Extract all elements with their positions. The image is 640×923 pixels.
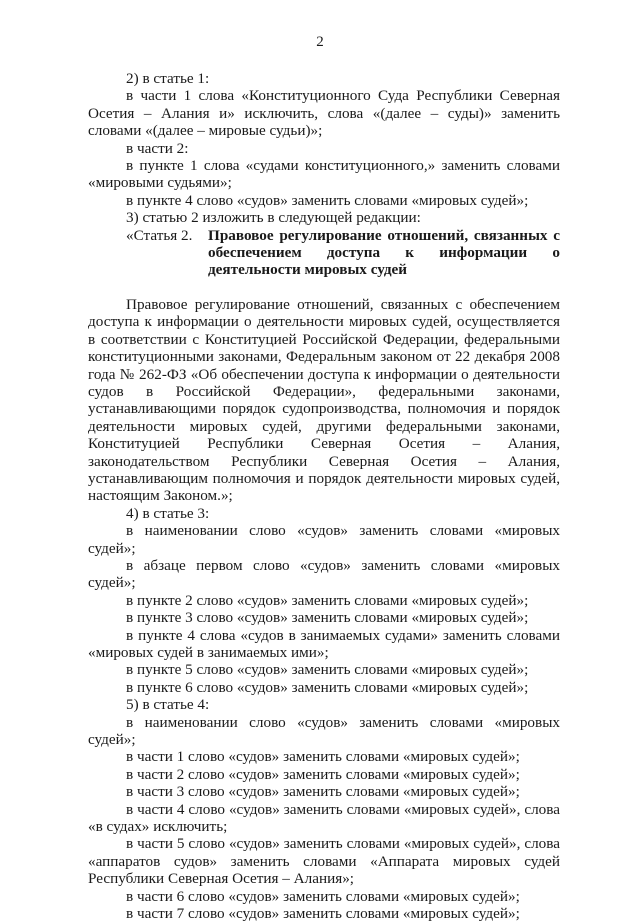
article-title: Правовое регулирование отношений, связанных с обеспечением доступа к информации о деятельности мировых судей: [208, 226, 560, 279]
paragraph: в пункте 5 слово «судов» заменить словами «мировых судей»;: [126, 661, 529, 679]
paragraph: 5) в статье 4:: [126, 696, 210, 714]
paragraph: в пункте 6 слово «судов» заменить словами «мировых судей»;: [126, 678, 529, 696]
paragraph: в наименовании слово «судов» заменить словами «мировых судей»;: [88, 522, 560, 557]
paragraph: в части 1 слова «Конституционного Суда Республики Северная Осетия – Алания и» исключить, слова «(далее – суды)» заменить словами «(далее – мировые судьи)»;: [88, 87, 560, 140]
paragraph: в части 2:: [126, 139, 189, 157]
paragraph: в части 6 слово «судов» заменить словами «мировых судей»;: [126, 887, 520, 905]
paragraph: в части 2 слово «судов» заменить словами «мировых судей»;: [126, 765, 520, 783]
paragraph: в пункте 4 слова «судов в занимаемых судами» заменить словами «мировых судей в занимаемых ими»;: [88, 626, 560, 661]
page-number: 2: [316, 34, 324, 50]
article-body: Правовое регулирование отношений, связанных с обеспечением доступа к информации о деятельности мировых судей, осуществляется в соответствии с Конституцией Российской Федерации, федеральными конституционными законами, Федеральным законом от 22 декабря 2008 года № 262-ФЗ «Об обеспечении доступа к информации о деятельности судов в Российской Федерации», федеральными законами, устанавливающими порядок судопроизводства, полномочия и порядок деятельности мировых судей, другими федеральными законами, Конституцией Республики Северная Осетия – Алания, законодательством Республики Северная Осетия – Алания, устанавливающим полномочия и порядок деятельности мировых судей, настоящим Законом.»;: [88, 295, 560, 505]
paragraph: в пункте 1 слова «судами конституционного,» заменить словами «мировыми судьями»;: [88, 157, 560, 192]
paragraph: в пункте 2 слово «судов» заменить словами «мировых судей»;: [126, 591, 529, 609]
article-heading: [88, 227, 560, 279]
paragraph: в части 4 слово «судов» заменить словами «мировых судей», слова «в судах» исключить;: [88, 800, 560, 836]
paragraph: в части 3 слово «судов» заменить словами «мировых судей»;: [126, 783, 520, 801]
document-body: [88, 70, 560, 923]
paragraph: 3) статью 2 изложить в следующей редакции:: [126, 209, 421, 227]
paragraph: 4) в статье 3:: [126, 504, 210, 522]
paragraph: в пункте 3 слово «судов» заменить словами «мировых судей»;: [126, 609, 529, 627]
paragraph: 2) в статье 1:: [126, 70, 210, 87]
paragraph: в части 5 слово «судов» заменить словами «мировых судей», слова «аппаратов судов» заменить словами «Аппарата мировых судей Республики Северная Осетия – Алания»;: [88, 835, 560, 888]
paragraph: в пункте 4 слово «судов» заменить словами «мировых судей»;: [126, 191, 529, 209]
spacer: [88, 279, 560, 296]
paragraph: в наименовании слово «судов» заменить словами «мировых судей»;: [88, 713, 560, 749]
article-number: «Статья 2.: [126, 226, 193, 244]
paragraph: в части 1 слово «судов» заменить словами «мировых судей»;: [126, 748, 520, 766]
paragraph: в части 7 слово «судов» заменить словами «мировых судей»;: [126, 905, 520, 923]
paragraph: в абзаце первом слово «судов» заменить словами «мировых судей»;: [88, 556, 560, 592]
